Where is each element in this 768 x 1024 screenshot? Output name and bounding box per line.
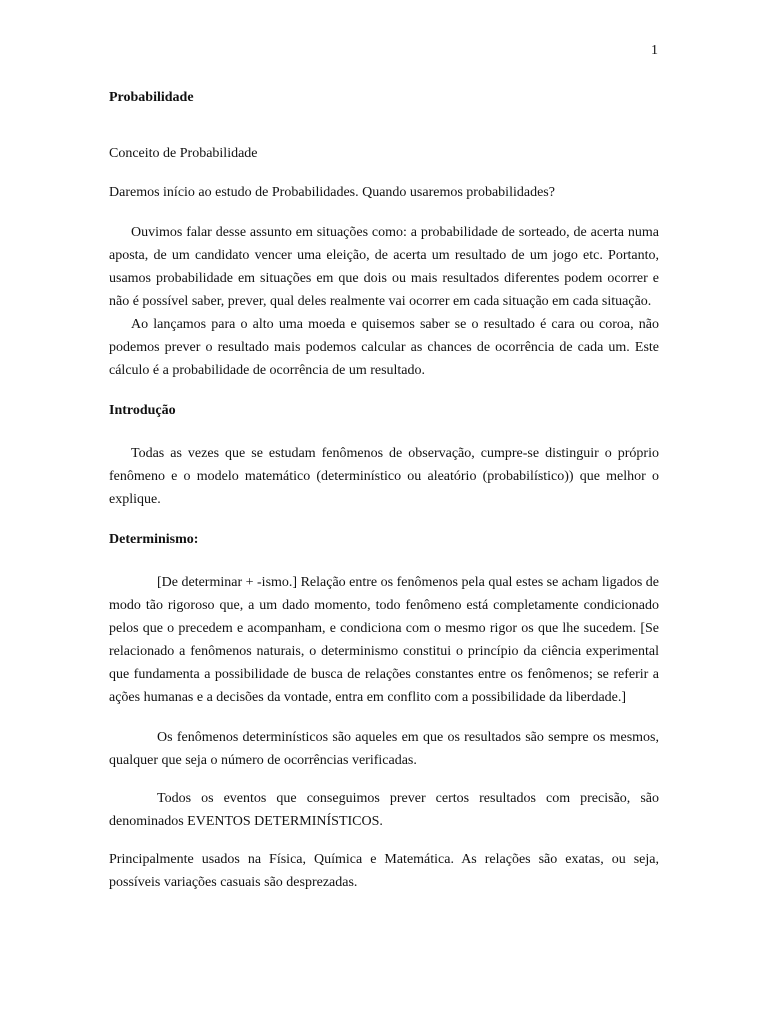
page-number: 1 — [651, 43, 658, 58]
concept-paragraph-2: Ao lançamos para o alto uma moeda e quisemos saber se o resultado é cara ou coroa, não podemos prever o resultado mais podemos calcular as chances de ocorrência de cada um. Este cálculo é a probabilidade de ocorrência de um resultado. — [109, 317, 659, 378]
concept-paragraph-1: Ouvimos falar desse assunto em situações como: a probabilidade de sorteado, de acerta numa aposta, de um candidato vencer uma eleição, de acerta um resultado de um jogo etc. Portanto, usamos probabilidade em situações em que dois ou mais resultados diferentes podem ocorrer e não é possível saber, prever, qual deles realmente vai ocorrer em cada situação em cada situação. — [109, 225, 659, 309]
determinism-paragraph-3: Principalmente usados na Física, Química e Matemática. As relações são exatas, ou seja, possíveis variações casuais são desprezadas. — [109, 852, 659, 890]
introduction-heading: Introdução — [109, 403, 176, 418]
intro-question: Daremos início ao estudo de Probabilidades. Quando usaremos probabilidades? — [109, 185, 555, 200]
determinism-paragraph-1: Os fenômenos determinísticos são aqueles em que os resultados são sempre os mesmos, qualquer que seja o número de ocorrências verificadas. — [109, 730, 659, 768]
determinism-definition: [De determinar + -ismo.] Relação entre os fenômenos pela qual estes se acham ligados de modo tão rigoroso que, a um dado momento, todo fenômeno está completamente condicionado pelos que o precedem e acompanham, e condiciona com o mesmo rigor os que lhe sucedem. [Se relacionado a fenômenos naturais, o determinismo constitui o princípio da ciência experimental que fundamenta a possibilidade de busca de relações constantes entre os fenômenos; se referir a ações humanas e a decisões da vontade, entra em conflito com a possibilidade da liberdade.] — [109, 575, 659, 705]
introduction-paragraph: Todas as vezes que se estudam fenômenos de observação, cumpre-se distinguir o próprio fenômeno e o modelo matemático (determinístico ou aleatório (probabilístico)) que melhor o explique. — [109, 446, 659, 507]
determinism-heading: Determinismo: — [109, 532, 199, 547]
determinism-paragraph-2: Todos os eventos que conseguimos prever certos resultados com precisão, são denominados EVENTOS DETERMINÍSTICOS. — [109, 791, 659, 829]
document-title: Probabilidade — [109, 90, 194, 105]
document-body — [109, 89, 659, 894]
section-subtitle: Conceito de Probabilidade — [109, 146, 258, 161]
